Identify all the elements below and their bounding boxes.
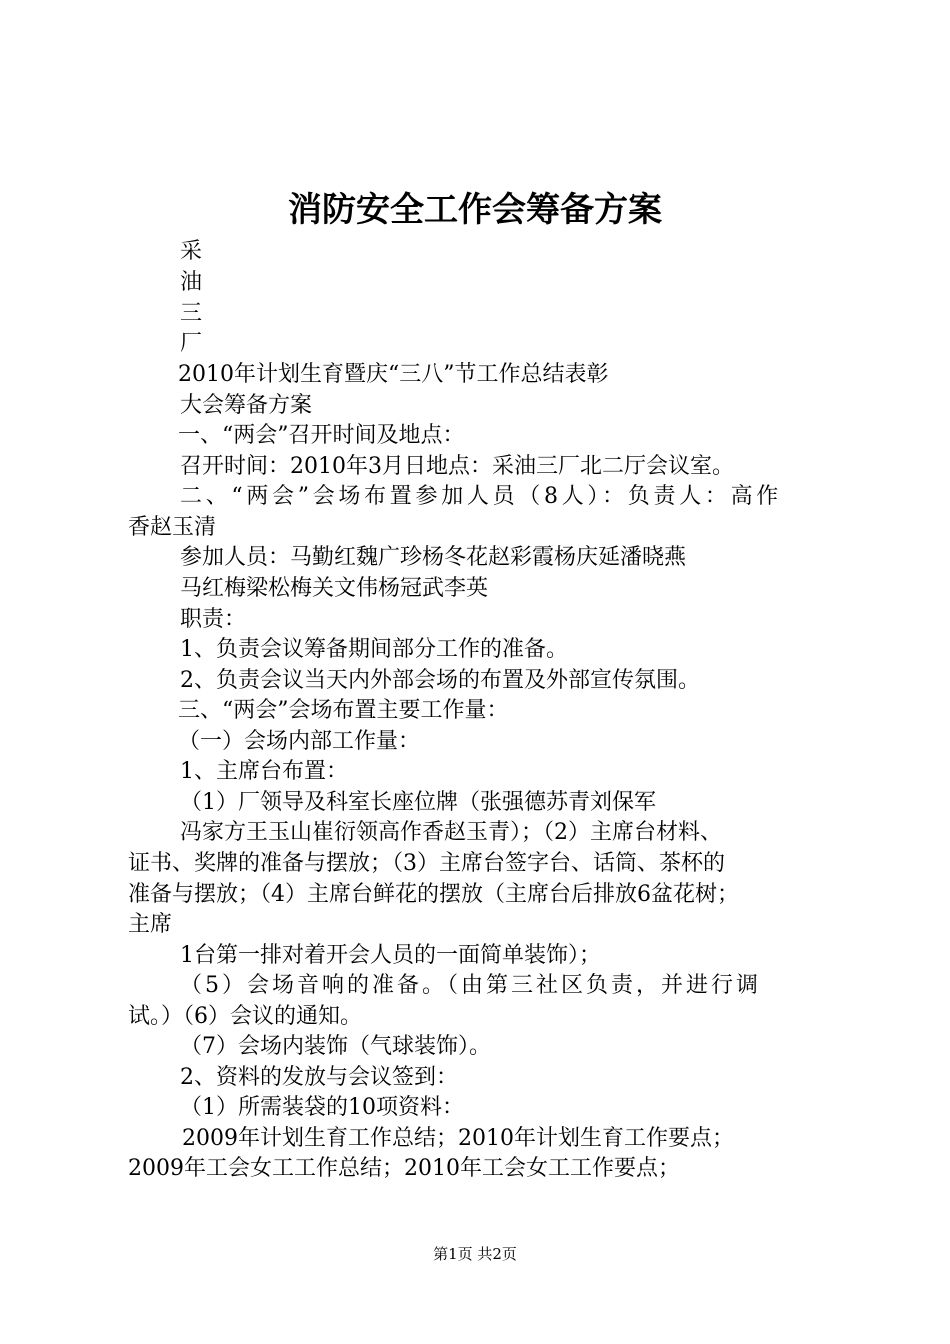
text-line: 1台第一排对着开会人员的一面简单装饰）； — [180, 943, 601, 968]
text-line: 主席 — [128, 912, 173, 937]
document-title: 消防安全工作会筹备方案 — [288, 190, 662, 230]
text-line: 1、负责会议筹备期间部分工作的准备。 — [180, 637, 568, 662]
text-line: 准备与摆放；（4）主席台鲜花的摆放（主席台后排放6盆花树； — [128, 882, 739, 907]
text-line: 参加人员：马勤红魏广珍杨冬花赵彩霞杨庆延潘晓燕 — [180, 545, 687, 570]
text-line: 召开时间：2010年3月日地点：采油三厂北二厅会议室。 — [180, 454, 734, 479]
text-line: 2009年工会女工工作总结；2010年工会女工工作要点； — [128, 1156, 680, 1181]
text-line: 2、资料的发放与会议签到： — [180, 1065, 458, 1090]
text-line: 冯家方王玉山崔衍领高作香赵玉青）；（2）主席台材料、 — [180, 820, 722, 845]
text-line: 厂 — [180, 331, 203, 356]
text-line: 证书、奖牌的准备与摆放；（3）主席台签字台、话筒、茶杯的 — [128, 851, 725, 876]
text-line: （1）厂领导及科室长座位牌（张强德苏青刘保军 — [180, 790, 656, 815]
text-line: 职责： — [180, 607, 247, 632]
text-line: 马红梅梁松梅关文伟杨冠武李英 — [180, 576, 489, 601]
text-line: 2010年计划生育暨庆“三八”节工作总结表彰 — [178, 362, 609, 387]
text-line: （7）会场内装饰（气球装饰）。 — [180, 1034, 491, 1059]
heading-line: 三、“两会”会场布置主要工作量： — [178, 698, 509, 723]
text-line: 三 — [180, 301, 203, 326]
page-footer: 第1页 共2页 — [433, 1245, 517, 1263]
text-line: 油 — [180, 270, 203, 295]
text-line: （1）所需装袋的10项资料： — [180, 1095, 464, 1120]
text-line: 1、主席台布置： — [180, 759, 348, 784]
text-line: 2、负责会议当天内外部会场的布置及外部宣传氛围。 — [180, 668, 700, 693]
text-line: （5）会场音响的准备。（由第三社区负责，并进行调 — [180, 973, 761, 998]
text-line: 香赵玉清 — [128, 515, 217, 540]
heading-line: 二、“两会”会场布置参加人员（8人）：负责人：高作 — [180, 484, 782, 509]
text-line: 试。）（6）会议的通知。 — [128, 1004, 362, 1029]
text-line: 2009年计划生育工作总结；2010年计划生育工作要点； — [182, 1126, 734, 1151]
heading-line: 一、“两会”召开时间及地点： — [178, 423, 465, 448]
text-line: 采 — [180, 239, 203, 264]
heading-line: （一）会场内部工作量： — [178, 729, 421, 754]
text-line: 大会筹备方案 — [180, 393, 313, 418]
